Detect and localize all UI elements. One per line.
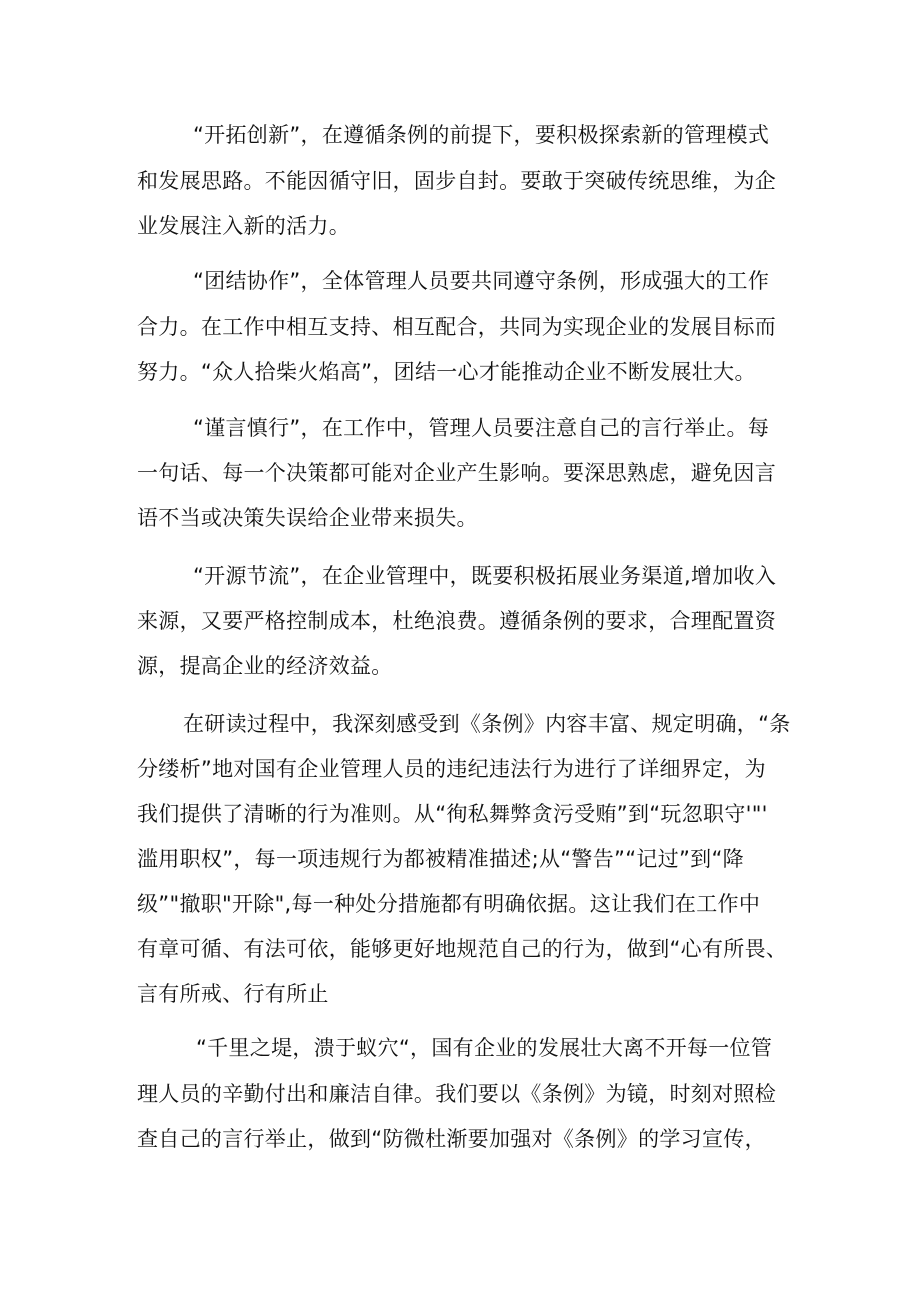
paragraph-line: 业发展注入新的活力。 (137, 214, 350, 238)
paragraph-line: 来源，又要严格控制成本，杜绝浪费。遵循条例的要求，合理配置资 (137, 609, 776, 633)
paragraph-line: 言有所戒、行有所止 (137, 982, 329, 1006)
paragraph-line: 有章可循、有法可依，能够更好地规范自己的行为，做到“心有所畏、 (137, 937, 788, 961)
paragraph-line: 语不当或决策失误给企业带来损失。 (137, 506, 478, 530)
paragraph-line: 理人员的辛勤付出和廉洁自律。我们要以《条例》为镜，时刻对照检 (137, 1082, 776, 1106)
paragraph-line: 我们提供了清晰的行为准则。从“徇私舞弊贪污受贿”到“玩忽职守'"' (137, 802, 768, 826)
paragraph-line: 努力。“众人拾柴火焰高”，团结一心才能推动企业不断发展壮大。 (137, 360, 756, 384)
paragraph-line: “千里之堤，溃于蚁穴“，国有企业的发展壮大离不开每一位管 (196, 1036, 773, 1060)
paragraph-line: 级”"撤职"开除",每一种处分措施都有明确依据。这让我们在工作中 (137, 892, 761, 916)
paragraph-line: 一句话、每一个决策都可能对企业产生影响。要深思熟虑，避免因言 (137, 461, 776, 485)
paragraph-line: “谨言慎行”，在工作中，管理人员要注意自己的言行举止。每 (193, 416, 770, 440)
paragraph-line: 在研读过程中，我深刻感受到《条例》内容丰富、规定明确，“条 (183, 712, 791, 736)
paragraph-line: 分缕析”地对国有企业管理人员的违纪违法行为进行了详细界定，为 (137, 757, 766, 781)
paragraph-line: “开拓创新”，在遵循条例的前提下，要积极探索新的管理模式 (193, 123, 770, 147)
paragraph-line: 合力。在工作中相互支持、相互配合，共同为实现企业的发展目标而 (137, 315, 776, 339)
paragraph-line: 查自己的言行举止，做到“防微杜渐要加强对《条例》的学习宣传， (137, 1127, 766, 1151)
paragraph-line: “开源节流”，在企业管理中，既要积极拓展业务渠道,增加收入 (193, 564, 777, 588)
paragraph-line: 和发展思路。不能因循守旧，固步自封。要敢于突破传统思维，为企 (137, 169, 776, 193)
paragraph-line: 源，提高企业的经济效益。 (137, 654, 393, 678)
paragraph-line: “团结协作”，全体管理人员要共同遵守条例，形成强大的工作 (193, 269, 770, 293)
paragraph-line: 滥用职权”，每一项违规行为都被精准描述;从“警告”“记过”到“降 (137, 847, 744, 871)
